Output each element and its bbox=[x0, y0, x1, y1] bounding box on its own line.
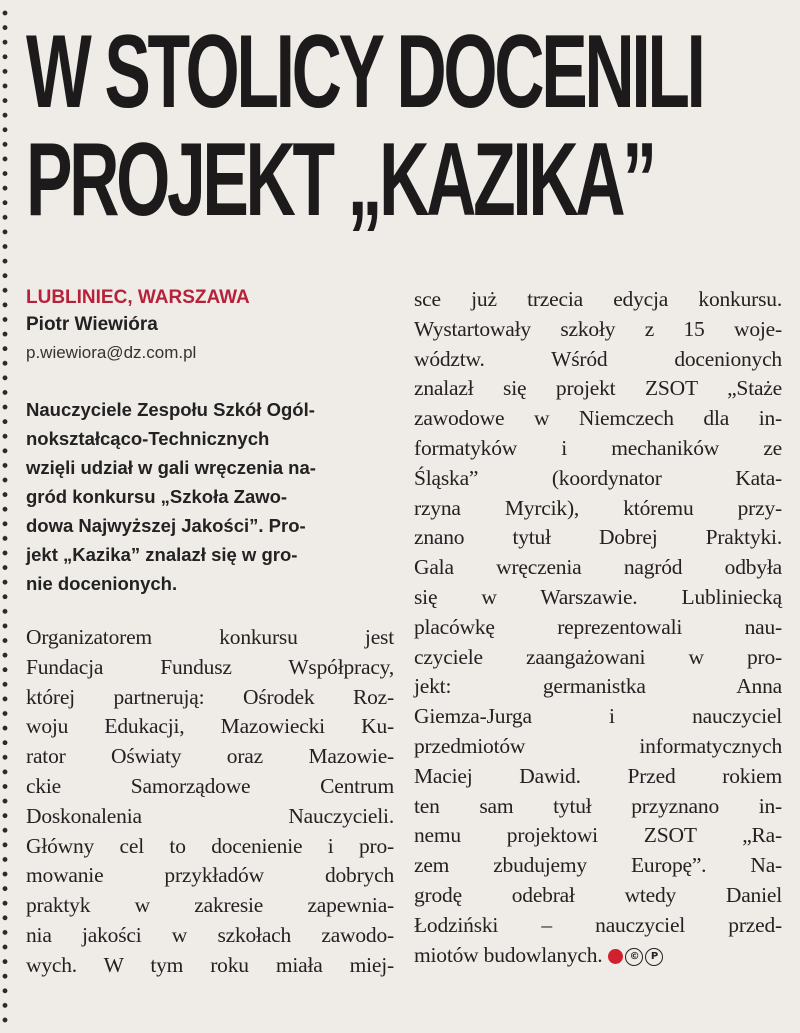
body-line: się w Warszawie. Lubliniecką bbox=[414, 584, 782, 609]
body-line: rator Oświaty oraz Mazowie- bbox=[26, 744, 394, 769]
end-mark bbox=[608, 948, 663, 966]
left-column bbox=[26, 285, 394, 981]
body-line: znalazł się projekt ZSOT „Staże bbox=[414, 376, 782, 401]
body-line: zawodowe w Niemczech dla in- bbox=[414, 406, 782, 431]
lead-line: Nauczyciele Zespołu Szkół Ogól- bbox=[26, 399, 315, 420]
body-line: rzyna Myrcik), któremu przy- bbox=[414, 495, 782, 520]
body-line: Śląska” (koordynator Kata- bbox=[414, 465, 782, 490]
body-line: wództw. Wśród docenionych bbox=[414, 346, 782, 371]
lead-line: nokształcąco-Technicznych bbox=[26, 428, 270, 449]
lead-line: dowa Najwyższej Jakości”. Pro- bbox=[26, 515, 306, 536]
body-last-line bbox=[414, 941, 782, 971]
body-line: ten sam tytuł przyznano in- bbox=[414, 793, 782, 818]
body-line: mowanie przykładów dobrych bbox=[26, 863, 394, 888]
lead-line: nie docenionych. bbox=[26, 573, 178, 594]
body-line: ckie Samorządowe Centrum bbox=[26, 773, 394, 798]
body-line: Wystartowały szkoły z 15 woje- bbox=[414, 316, 782, 341]
perforated-edge bbox=[0, 8, 14, 1028]
lead-line: wzięli udział w gali wręczenia na- bbox=[26, 457, 316, 478]
body-line: grodę odebrał wtedy Daniel bbox=[414, 882, 782, 907]
lead-line: gród konkursu „Szkoła Zawo- bbox=[26, 486, 288, 507]
headline-line-2: PROJEKT „KAZIKA” bbox=[26, 122, 654, 238]
body-line: Główny cel to docenienie i pro- bbox=[26, 833, 394, 858]
headline-line-1: W STOLICY DOCENILI bbox=[26, 14, 703, 130]
body-line: placówkę reprezentowali nau- bbox=[414, 614, 782, 639]
body-line: woju Edukacji, Mazowiecki Ku- bbox=[26, 714, 394, 739]
right-column bbox=[414, 285, 782, 970]
copyright-icon: © bbox=[625, 948, 643, 966]
body-line: Gala wręczenia nagród odbyła bbox=[414, 555, 782, 580]
body-line: której partnerują: Ośrodek Roz- bbox=[26, 684, 394, 709]
body-line: zem zbudujemy Europę”. Na- bbox=[414, 853, 782, 878]
body-line: praktyk w zakresie zapewnia- bbox=[26, 893, 394, 918]
body-line: nemu projektowi ZSOT „Ra- bbox=[414, 823, 782, 848]
dateline: LUBLINIEC, WARSZAWA bbox=[26, 287, 250, 308]
body-line: jekt: germanistka Anna bbox=[414, 674, 782, 699]
body-text-right bbox=[414, 285, 782, 970]
body-line: miotów budowlanych. bbox=[414, 942, 603, 967]
body-line: formatyków i mechaników ze bbox=[414, 435, 782, 460]
headline bbox=[26, 14, 703, 238]
author-email: p.wiewiora@dz.com.pl bbox=[26, 343, 197, 362]
body-line: czyciele zaangażowani w pro- bbox=[414, 644, 782, 669]
body-line: Fundacja Fundusz Współpracy, bbox=[26, 654, 394, 679]
lead-line: jekt „Kazika” znalazł się w gro- bbox=[26, 544, 298, 565]
body-line: znano tytuł Dobrej Praktyki. bbox=[414, 525, 782, 550]
lead-paragraph bbox=[26, 395, 394, 598]
body-line: Giemza-Jurga i nauczyciel bbox=[414, 704, 782, 729]
body-line: Organizatorem konkursu jest bbox=[26, 625, 394, 649]
author-name: Piotr Wiewióra bbox=[26, 314, 158, 335]
body-line: przedmiotów informatycznych bbox=[414, 733, 782, 758]
end-dot-icon bbox=[608, 949, 623, 964]
body-line: nia jakości w szkołach zawodo- bbox=[26, 922, 394, 947]
body-line: sce już trzecia edycja konkursu. bbox=[414, 287, 782, 311]
body-line: Łodziński – nauczyciel przed- bbox=[414, 912, 782, 937]
body-line: wych. W tym roku miała miej- bbox=[26, 952, 394, 977]
body-line: Doskonalenia Nauczycieli. bbox=[26, 803, 394, 828]
body-line: Maciej Dawid. Przed rokiem bbox=[414, 763, 782, 788]
body-text-left bbox=[26, 623, 394, 981]
press-icon: P bbox=[645, 948, 663, 966]
